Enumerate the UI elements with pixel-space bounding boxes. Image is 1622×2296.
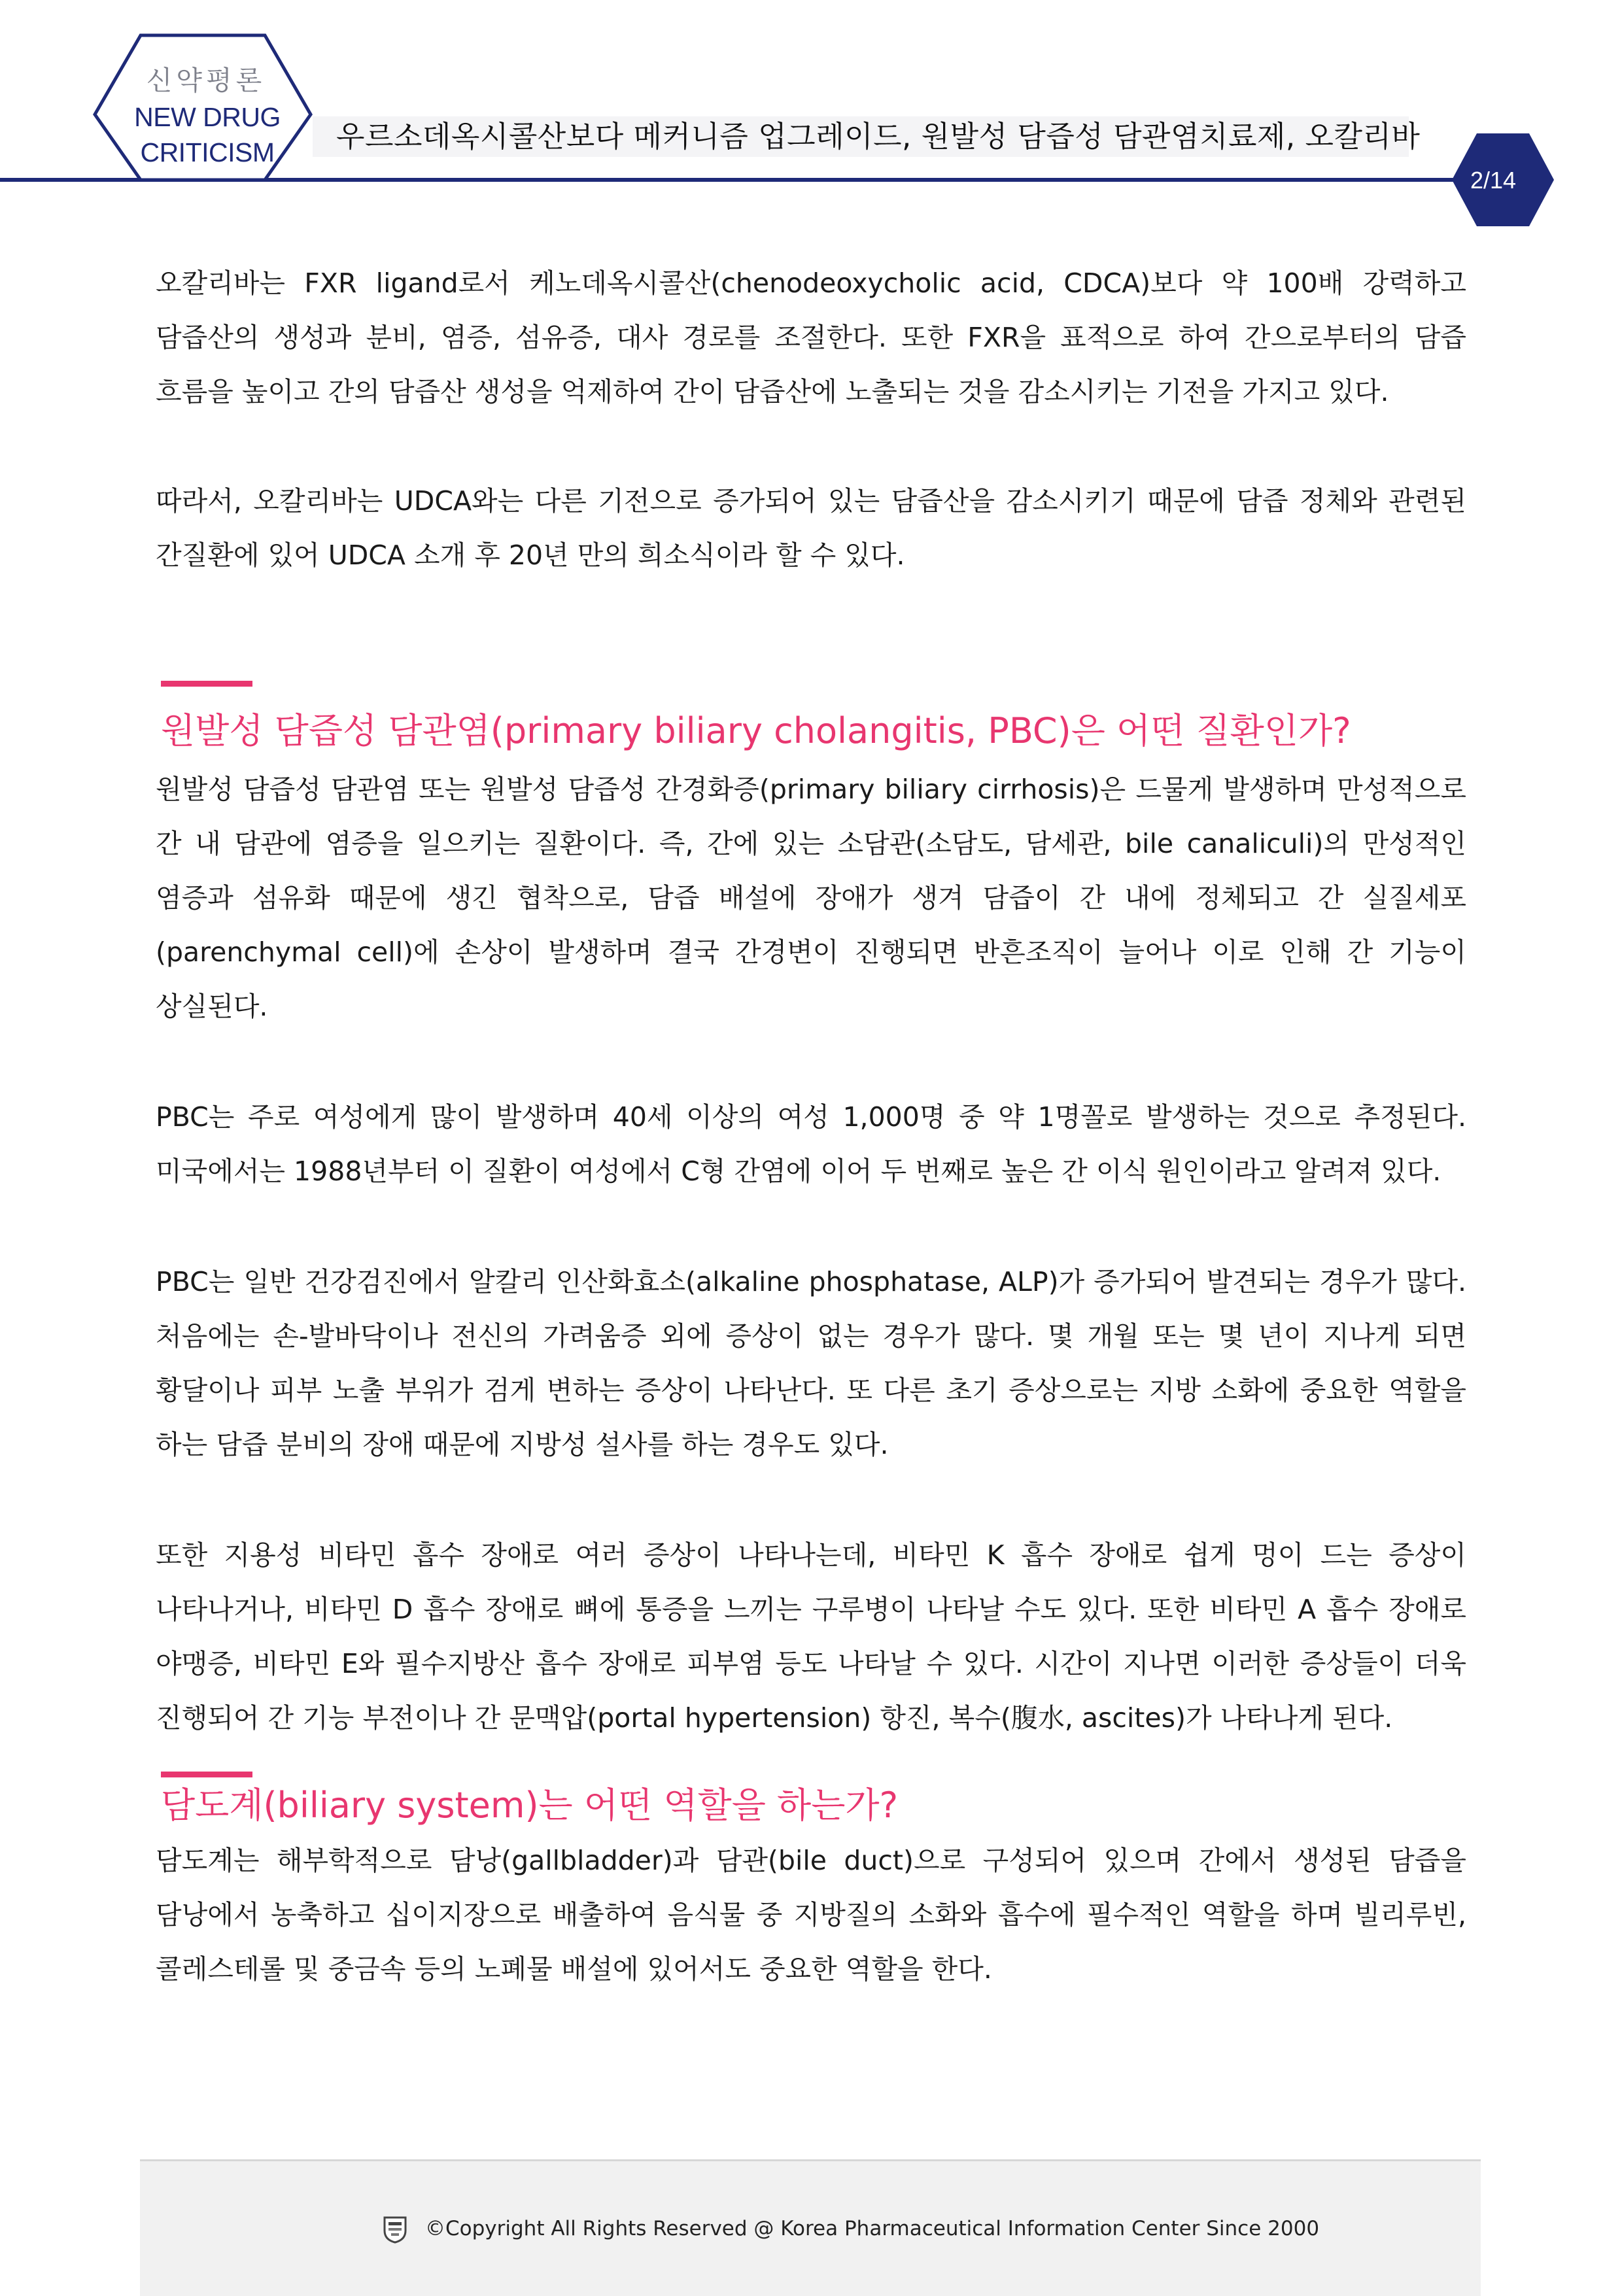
logo-english-line1: NEW DRUG [134,102,281,132]
pbc-paragraph-1: 원발성 담즙성 담관염 또는 원발성 담즙성 간경화증(primary biliary cirrhosis)은 드물게 발생하며 만성적으로 간 내 담관에 염증을 일으키는 질환이다. 즉, 간에 있는 소담관(소담도, 담세관, bile canaliculi)의 만성적인 염증과 섬유화 때문에 생긴 협착으로, 담즙 배설에 장애가 생겨 담즙이 간 내에 정체되고 간 실질세포(parenchymal cell)에 손상이 발생하며 결국 간경변이 진행되면 반흔조직이 늘어나 이로 인해 간 기능이 상실된다. [156,774,1466,1022]
logo-korean: 신약평론 [146,65,266,96]
page-number: 2/14 [1470,167,1517,194]
pbc-paragraph-3: PBC는 일반 건강검진에서 알칼리 인산화효소(alkaline phosphatase, ALP)가 증가되어 발견되는 경우가 많다. 처음에는 손-발바닥이나 전신의 가려움증 외에 증상이 없는 경우가 많다. 몇 개월 또는 몇 년이 지나게 되면 황달이나 피부 노출 부위가 검게 변하는 증상이 나타난다. 또 다른 초기 증상으로는 지방 소화에 중요한 역할을 하는 담즙 분비의 장애 때문에 지방성 설사를 하는 경우도 있다. [156,1266,1466,1460]
shield-emblem-icon [382,2215,408,2244]
copyright-text: ©Copyright All Rights Reserved @ Korea Pharmaceutical Information Center Since 2000 [425,2217,1320,2240]
pbc-paragraph-4: 또한 지용성 비타민 흡수 장애로 여러 증상이 나타나는데, 비타민 K 흡수 장애로 쉽게 멍이 드는 증상이 나타나거나, 비타민 D 흡수 장애로 뼈에 통증을 느끼는 구루병이 나타날 수도 있다. 또한 비타민 A 흡수 장애로 야맹증, 비타민 E와 필수지방산 흡수 장애로 피부염 등도 나타날 수 있다. 시간이 지나면 이러한 증상들이 더욱 진행되어 간 기능 부전이나 간 문맥압(portal hypertension) 항진, 복수(腹水, ascites)가 나타나게 된다. [156,1539,1466,1734]
intro-paragraph-1: 오칼리바는 FXR ligand로서 케노데옥시콜산(chenodeoxycholic acid, CDCA)보다 약 100배 강력하고 담즙산의 생성과 분비, 염증, 섬유증, 대사 경로를 조절한다. 또한 FXR을 표적으로 하여 간으로부터의 담즙 흐름을 높이고 간의 담즙산 생성을 억제하여 간이 담즙산에 노출되는 것을 감소시키는 기전을 가지고 있다. [156,267,1466,407]
logo-english-line2: CRITICISM [140,137,275,167]
footer [140,2159,1481,2296]
document-body [156,256,1466,1996]
biliary-paragraph-1: 담도계는 해부학적으로 담낭(gallbladder)과 담관(bile duct)으로 구성되어 있으며 간에서 생성된 담즙을 담낭에서 농축하고 십이지장으로 배출하여 음식물 중 지방질의 소화와 흡수에 필수적인 역할을 하며 빌리루빈, 콜레스테롤 및 중금속 등의 노폐물 배설에 있어서도 중요한 역할을 한다. [156,1845,1466,1985]
section-accent-bar [161,1772,252,1777]
section-title-pbc: 원발성 담즙성 담관염(primary biliary cholangitis, PBC)은 어떤 질환인가? [161,710,1351,751]
section-heading-biliary [156,1772,1466,1834]
document-title: 우르소데옥시콜산보다 메커니즘 업그레이드, 원발성 담즙성 담관염치료제, 오칼리바 [336,119,1421,154]
pbc-paragraph-2: PBC는 주로 여성에게 많이 발생하며 40세 이상의 여성 1,000명 중 약 1명꼴로 발생하는 것으로 추정된다. 미국에서는 1988년부터 이 질환이 여성에서 C형 간염에 이어 두 번째로 높은 간 이식 원인이라고 알려져 있다. [156,1101,1466,1187]
section-accent-bar [161,681,252,687]
section-title-biliary: 담도계(biliary system)는 어떤 역할을 하는가? [161,1785,899,1826]
section-heading-pbc [156,681,1466,762]
intro-paragraph-2: 따라서, 오칼리바는 UDCA와는 다른 기전으로 증가되어 있는 담즙산을 감소시키기 때문에 담즙 정체와 관련된 간질환에 있어 UDCA 소개 후 20년 만의 희소식이라 할 수 있다. [156,485,1466,571]
